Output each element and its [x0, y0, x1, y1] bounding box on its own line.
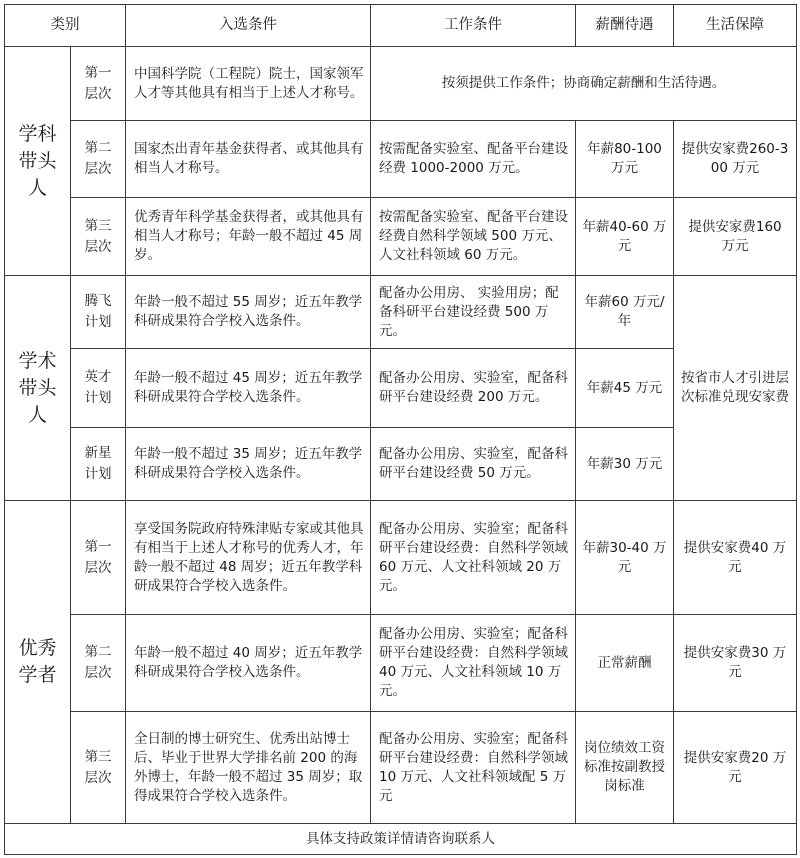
header-selection: 入选条件 [126, 5, 371, 47]
level-label: 第二层次 [84, 140, 112, 177]
selection-cell: 优秀青年科学基金获得者，或其他具有相当人才称号；年龄一般不超过 45 周岁。 [126, 198, 371, 276]
footer-row [5, 824, 797, 855]
talent-policy-table [4, 4, 797, 855]
work-cell: 配备办公用房、实验室；配备科研平台建设经费：自然科学领域 10 万元、人文社科领域配 5 万元 [371, 712, 576, 824]
salary-cell: 岗位绩效工资标准按副教授岗标准 [576, 712, 674, 824]
salary-cell: 正常薪酬 [576, 615, 674, 712]
level-cell [71, 198, 126, 276]
work-cell: 按需配备实验室、配备平台建设经费 1000-2000 万元。 [371, 121, 576, 198]
living-cell: 提供安家费260-300 万元 [674, 121, 797, 198]
level-cell [71, 712, 126, 824]
category-label: 优秀学者 [18, 637, 57, 686]
living-cell: 提供安家费30 万元 [674, 615, 797, 712]
level-label: 第三层次 [84, 748, 112, 786]
selection-cell: 年龄一般不超过 40 周岁；近五年教学科研成果符合学校入选条件。 [126, 615, 371, 712]
living-cell: 提供安家费40 万元 [674, 501, 797, 615]
work-cell: 配备办公用房、实验室，配备科研平台建设经费 50 万元。 [371, 428, 576, 501]
salary-cell: 年薪80-100 万元 [576, 121, 674, 198]
level-label: 英才计划 [84, 369, 112, 406]
table-row [5, 198, 797, 276]
selection-cell: 年龄一般不超过 35 周岁；近五年教学科研成果符合学校入选条件。 [126, 428, 371, 501]
level-cell [71, 428, 126, 501]
category-cell [5, 276, 71, 501]
header-category: 类别 [5, 5, 126, 47]
level-cell [71, 47, 126, 121]
header-salary: 薪酬待遇 [576, 5, 674, 47]
salary-cell: 年薪30-40 万元 [576, 501, 674, 615]
work-cell: 配备办公用房、实验室；配备科研平台建设经费：自然科学领域 60 万元、人文社科领域 20 万元。 [371, 501, 576, 615]
level-label: 腾飞计划 [84, 293, 112, 330]
level-cell [71, 349, 126, 428]
level-label: 第二层次 [84, 644, 112, 681]
work-cell: 配备办公用房、 实验用房；配备科研平台建设经费 500 万元。 [371, 276, 576, 349]
merged-terms-cell: 按须提供工作条件；协商确定薪酬和生活待遇。 [371, 47, 797, 121]
level-label: 新星计划 [84, 445, 112, 482]
table-row [5, 615, 797, 712]
level-label: 第三层次 [84, 217, 112, 255]
living-cell: 提供安家费20 万元 [674, 712, 797, 824]
salary-cell: 年薪60 万元/年 [576, 276, 674, 349]
level-cell [71, 501, 126, 615]
selection-cell: 年龄一般不超过 45 周岁；近五年教学科研成果符合学校入选条件。 [126, 349, 371, 428]
living-shared-cell: 按省市人才引进层次标准兑现安家费 [674, 276, 797, 501]
level-cell [71, 121, 126, 198]
salary-cell: 年薪40-60 万元 [576, 198, 674, 276]
salary-cell: 年薪30 万元 [576, 428, 674, 501]
selection-cell: 国家杰出青年基金获得者、或其他具有相当人才称号。 [126, 121, 371, 198]
level-label: 第一层次 [84, 538, 112, 576]
living-cell: 提供安家费160 万元 [674, 198, 797, 276]
selection-cell: 全日制的博士研究生、优秀出站博士后、毕业于世界大学排名前 200 的海外博士，年龄一般不超过 35 周岁；取得成果符合学校入选条件。 [126, 712, 371, 824]
footer-note: 具体支持政策详情请咨询联系人 [5, 824, 797, 855]
table-row [5, 47, 797, 121]
category-label: 学术带头人 [18, 349, 57, 426]
table-row [5, 712, 797, 824]
header-living: 生活保障 [674, 5, 797, 47]
table-row [5, 121, 797, 198]
level-label: 第一层次 [84, 64, 112, 102]
table-row [5, 501, 797, 615]
work-cell: 配备办公用房、实验室；配备科研平台建设经费：自然科学领域 40 万元、人文社科领域 10 万元。 [371, 615, 576, 712]
header-row [5, 5, 797, 47]
selection-cell: 年龄一般不超过 55 周岁；近五年教学科研成果符合学校入选条件。 [126, 276, 371, 349]
work-cell: 按需配备实验室、配备平台建设经费自然科学领域 500 万元、人文社科领域 60 万元。 [371, 198, 576, 276]
category-cell [5, 47, 71, 276]
table-row [5, 276, 797, 349]
header-work: 工作条件 [371, 5, 576, 47]
page [4, 4, 797, 855]
level-cell [71, 615, 126, 712]
level-cell [71, 276, 126, 349]
category-label: 学科带头人 [18, 122, 57, 199]
salary-cell: 年薪45 万元 [576, 349, 674, 428]
selection-cell: 中国科学院（工程院）院士，国家领军人才等其他具有相当于上述人才称号。 [126, 47, 371, 121]
work-cell: 配备办公用房、实验室，配备科研平台建设经费 200 万元。 [371, 349, 576, 428]
selection-cell: 享受国务院政府特殊津贴专家或其他具有相当于上述人才称号的优秀人才，年龄一般不超过 48 周岁；近五年教学科研成果符合学校入选条件。 [126, 501, 371, 615]
category-cell [5, 501, 71, 824]
